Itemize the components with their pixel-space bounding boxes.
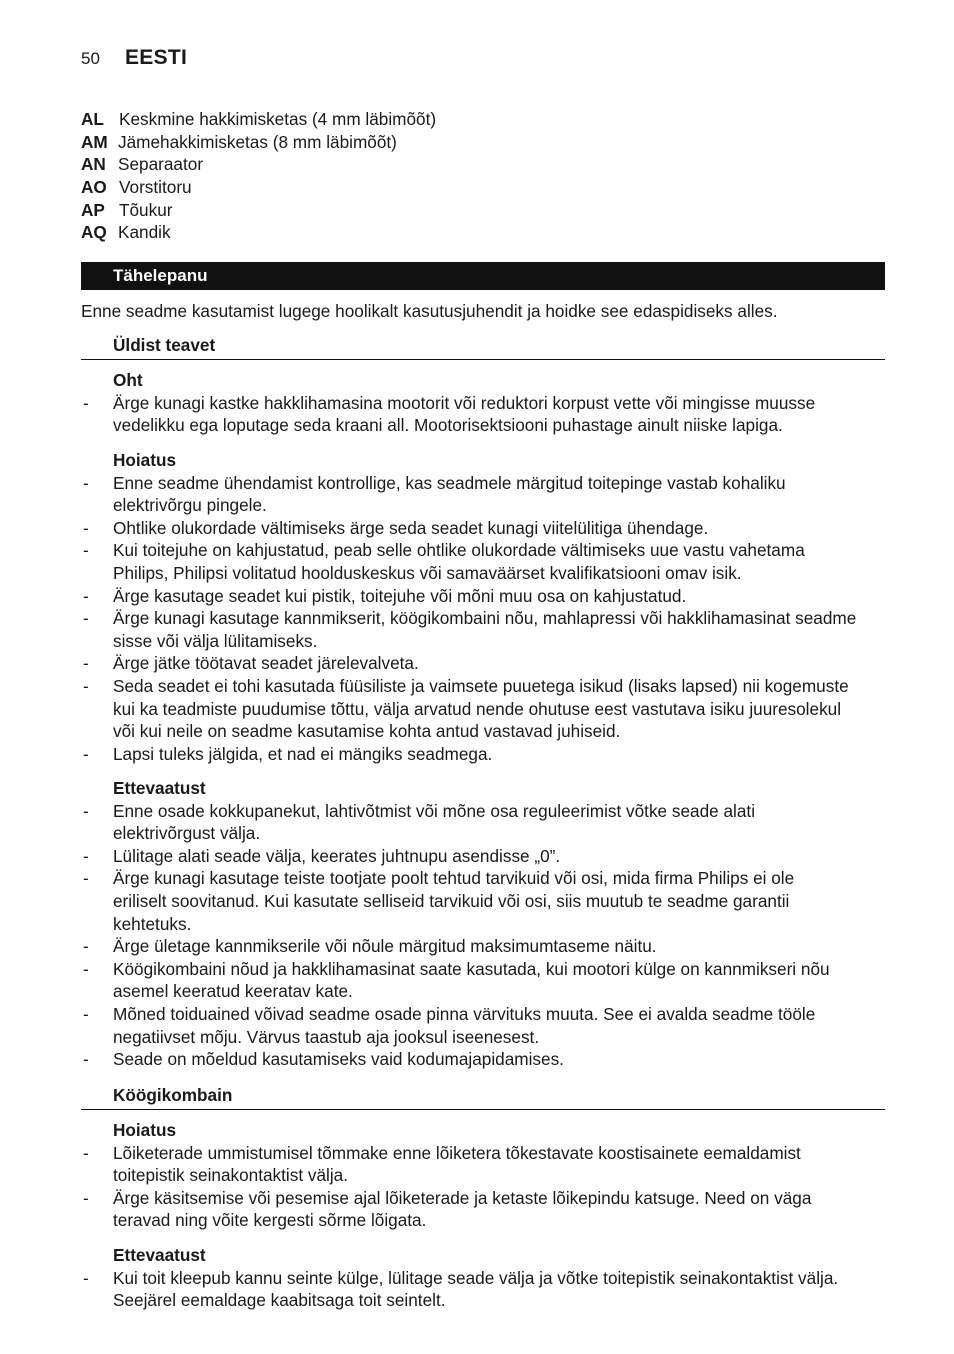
bullet-line: Lapsi tuleks jälgida, et nad ei mängiks seadmega. xyxy=(113,743,493,764)
warning-list xyxy=(81,1142,891,1232)
part-item xyxy=(81,153,881,176)
bullet-item xyxy=(81,800,891,845)
part-item xyxy=(81,176,881,199)
bullet-line: Mõned toiduained võivad seadme osade pinna värvituks muuta. See ei avalda seadme tööle xyxy=(113,1003,816,1024)
bullet-item xyxy=(81,1048,891,1071)
bullet-line: elektrivõrgu pingele. xyxy=(113,495,267,516)
bullet-item xyxy=(81,845,891,868)
bullet-line: Ärge kasutage seadet kui pistik, toitejuhe või mõni muu osa on kahjustatud. xyxy=(113,585,687,606)
bullet-dash: - xyxy=(83,585,89,606)
part-label: Tõukur xyxy=(119,199,173,220)
part-code: AO xyxy=(81,177,107,198)
part-code: AN xyxy=(81,154,106,175)
part-label: Kandik xyxy=(118,222,171,243)
general-caution-block xyxy=(81,777,891,1071)
part-label: Separaator xyxy=(118,154,204,175)
part-code: AP xyxy=(81,199,105,220)
bullet-line: Ohtlike olukordade vältimiseks ärge seda seadet kunagi viitelülitiga ühendage. xyxy=(113,517,709,538)
bullet-dash: - xyxy=(83,675,89,696)
bullet-line: Ärge kunagi kastke hakklihamasina mootorit või reduktori korpust vette või mingisse muusse xyxy=(113,392,816,413)
bullet-line: Seejärel eemaldage kaabitsaga toit seintelt. xyxy=(113,1290,446,1311)
bullet-dash: - xyxy=(83,392,89,413)
subheading-warning: Hoiatus xyxy=(113,1120,177,1140)
bullet-line: Philips, Philipsi volitatud hoolduskeskus või samaväärset kvalifikatsiooni omav isik. xyxy=(113,562,742,583)
bullet-dash: - xyxy=(83,868,89,889)
subheading-caution: Ettevaatust xyxy=(113,778,206,798)
bullet-dash: - xyxy=(83,936,89,957)
bullet-item xyxy=(81,743,891,766)
bullet-item xyxy=(81,1142,891,1187)
bullet-dash: - xyxy=(83,845,89,866)
page-language-title: EESTI xyxy=(125,46,188,69)
bullet-line: Lülitage alati seade välja, keerates juhtnupu asendisse „0”. xyxy=(113,845,561,866)
bullet-line: kui ka teadmiste puudumise tõttu, välja arvatud nende ohutuse eest vastutava isiku juuresolekul xyxy=(113,698,842,719)
bullet-dash: - xyxy=(83,472,89,493)
part-label: Keskmine hakkimisketas (4 mm läbimõõt) xyxy=(119,109,437,129)
bullet-line: kehtetuks. xyxy=(113,913,192,934)
part-code: AQ xyxy=(81,222,107,243)
page-number: 50 xyxy=(81,49,100,68)
general-warning-block xyxy=(81,449,891,765)
bullet-line: asemel keeratud keeratav kate. xyxy=(113,981,353,1002)
warning-list xyxy=(81,472,891,766)
bullet-line: Ärge jätke töötavat seadet järelevalveta. xyxy=(113,653,419,674)
bullet-line: Kui toitejuhe on kahjustatud, peab selle ohtlike olukordade vältimiseks uue vastu vahetama xyxy=(113,540,805,561)
subheading-warning: Hoiatus xyxy=(113,450,177,470)
bullet-item xyxy=(81,652,891,675)
danger-list xyxy=(81,392,891,437)
bullet-dash: - xyxy=(83,517,89,538)
bullet-item xyxy=(81,392,891,437)
bullet-line: toitepistik seinakontaktist välja. xyxy=(113,1165,349,1186)
general-danger-block xyxy=(81,369,891,437)
bullet-item xyxy=(81,517,891,540)
bullet-line: elektrivõrgust välja. xyxy=(113,823,261,844)
bullet-item xyxy=(81,1003,891,1048)
parts-list xyxy=(81,108,881,244)
caution-list xyxy=(81,800,891,1071)
bullet-dash: - xyxy=(83,743,89,764)
bullet-line: Enne seadme ühendamist kontrollige, kas seadmele märgitud toitepinge vastab kohaliku xyxy=(113,472,786,493)
bullet-dash: - xyxy=(83,653,89,674)
food-processor-caution-block xyxy=(81,1244,891,1312)
section-heading-general: Üldist teavet xyxy=(81,334,885,360)
bullet-dash: - xyxy=(83,1142,89,1163)
bullet-line: Enne osade kokkupanekut, lahtivõtmist või mõne osa reguleerimist võtke seade alati xyxy=(113,800,756,821)
bullet-dash: - xyxy=(83,1049,89,1070)
subheading-danger: Oht xyxy=(113,370,143,390)
bullet-line: Ärge kunagi kasutage teiste tootjate poolt tehtud tarvikuid või osi, mida firma Philips ei ole xyxy=(113,868,795,889)
caution-list xyxy=(81,1267,891,1312)
bullet-item xyxy=(81,867,891,935)
bullet-line: Kui toit kleepub kannu seinte külge, lülitage seade välja ja võtke toitepistik seinakontaktist välja. xyxy=(113,1267,839,1288)
bullet-dash: - xyxy=(83,958,89,979)
part-code: AM xyxy=(81,131,108,152)
part-item xyxy=(81,221,881,244)
part-code: AL xyxy=(81,109,104,129)
bullet-item xyxy=(81,539,891,584)
bullet-line: Ärge ületage kannmikserile või nõule märgitud maksimumtaseme näitu. xyxy=(113,936,657,957)
bullet-line: sisse või välja lülitamiseks. xyxy=(113,630,318,651)
section-heading-food-processor: Köögikombain xyxy=(81,1084,885,1110)
bullet-line: Köögikombaini nõud ja hakklihamasinat saate kasutada, kui mootori külge on kannmikseri nõu xyxy=(113,958,830,979)
bullet-dash: - xyxy=(83,608,89,629)
bullet-item xyxy=(81,1187,891,1232)
subheading-caution: Ettevaatust xyxy=(113,1245,206,1265)
bullet-dash: - xyxy=(83,540,89,561)
part-label: Jämehakkimisketas (8 mm läbimõõt) xyxy=(118,131,397,152)
food-processor-warning-block xyxy=(81,1119,891,1232)
part-label: Vorstitoru xyxy=(119,177,192,198)
bullet-line: Ärge käsitsemise või pesemise ajal lõiketerade ja ketaste lõikepindu katsuge. Need on väga xyxy=(113,1187,812,1208)
part-item xyxy=(81,199,881,222)
bullet-dash: - xyxy=(83,800,89,821)
bullet-line: teravad ning võite kergesti sõrme lõigata. xyxy=(113,1210,427,1231)
bullet-line: Seade on mõeldud kasutamiseks vaid kodumajapidamises. xyxy=(113,1049,564,1070)
bullet-line: eriliselt soovitanud. Kui kasutate selliseid tarvikuid või osi, siis muutub te seadme garantii xyxy=(113,890,790,911)
bullet-item xyxy=(81,958,891,1003)
bullet-line: Lõiketerade ummistumisel tõmmake enne lõiketera tõkestavate koostisainete eemaldamist xyxy=(113,1142,801,1163)
bullet-item xyxy=(81,472,891,517)
attention-banner: Tähelepanu xyxy=(81,262,885,290)
part-item xyxy=(81,131,881,154)
part-item xyxy=(81,108,881,131)
bullet-item xyxy=(81,607,891,652)
bullet-dash: - xyxy=(83,1267,89,1288)
bullet-line: vedelikku ega loputage seda kraani all. Mootorisektsiooni puhastage ainult niiske lapiga. xyxy=(113,415,783,436)
bullet-item xyxy=(81,675,891,743)
bullet-line: või kui neile on seadme kasutamise kohta antud vastavad juhiseid. xyxy=(113,721,621,742)
bullet-line: Ärge kunagi kasutage kannmikserit, köögikombaini nõu, mahlapressi või hakklihamasinat seadme xyxy=(113,608,857,629)
bullet-dash: - xyxy=(83,1187,89,1208)
bullet-item xyxy=(81,585,891,608)
attention-intro: Enne seadme kasutamist lugege hoolikalt kasutusjuhendit ja hoidke see edaspidiseks alles. xyxy=(81,301,778,321)
bullet-line: negatiivset mõju. Värvus taastub aja jooksul iseenesest. xyxy=(113,1026,540,1047)
bullet-dash: - xyxy=(83,1003,89,1024)
bullet-line: Seda seadet ei tohi kasutada füüsiliste ja vaimsete puuetega isikud (lisaks lapsed) nii kogemuste xyxy=(113,675,849,696)
bullet-item xyxy=(81,935,891,958)
bullet-item xyxy=(81,1267,891,1312)
